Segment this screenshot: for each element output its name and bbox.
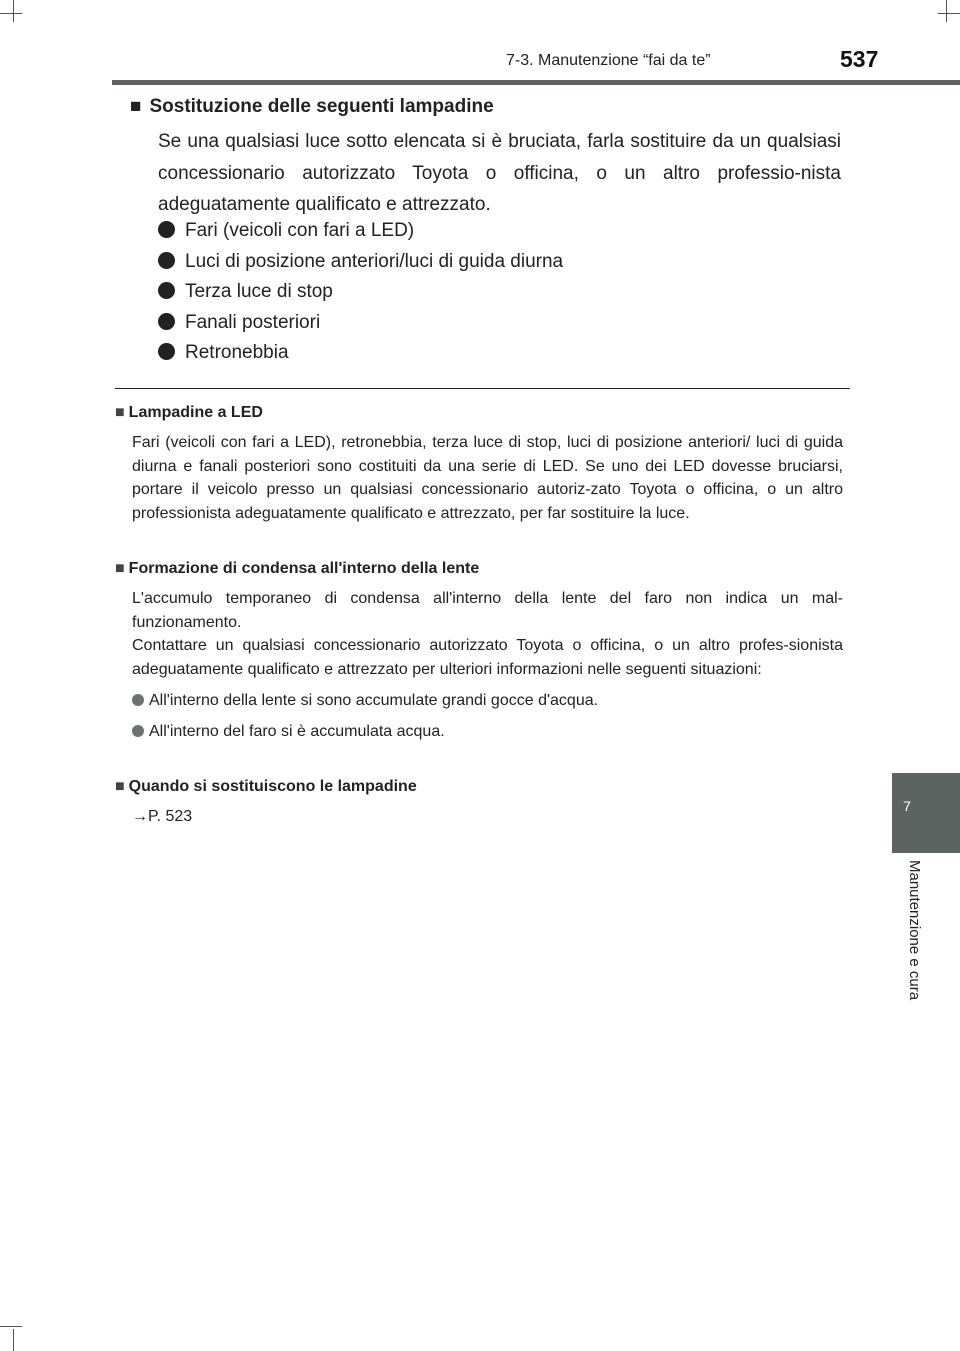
- bullet-dot-icon: [158, 282, 175, 299]
- section-divider: [115, 388, 850, 389]
- note-text: L'accumulo temporaneo di condensa all'interno della lente del faro non indica un mal-funzionamento.: [132, 590, 843, 631]
- bullet-dot-icon: [158, 221, 175, 238]
- note-text: Contattare un qualsiasi concessionario autorizzato Toyota o officina, o un altro profes-sionista adeguatamente qualificato e attrezzato per ulteriori informazioni nelle seguenti situazioni:: [132, 637, 843, 678]
- crop-mark: [0, 1326, 22, 1327]
- note-text: Fari (veicoli con fari a LED), retronebbia, terza luce di stop, luci di posizione anteriori/ luci di guida diurna e fanali posteriori sono costituiti da una serie di LED. Se uno dei LED dovesse bruciarsi, portare il veicolo presso un qualsiasi concessionario autoriz-zato Toyota o officina, o un altro professionista adeguatamente qualificato e attrezzato, per far sostituire la luce.: [132, 434, 843, 522]
- page-number: 537: [840, 46, 879, 72]
- bullet-dot-icon: [158, 313, 175, 330]
- chapter-label: Manutenzione e cura: [906, 860, 923, 1001]
- crop-mark: [13, 0, 14, 22]
- header-rule: [112, 80, 960, 85]
- note-heading: ■ Formazione di condensa all'interno della lente: [115, 560, 480, 577]
- section-heading: [130, 96, 494, 118]
- list-item: All'interno della lente si sono accumulate grandi gocce d'acqua.: [132, 690, 843, 712]
- list-item: Luci di posizione anteriori/luci di guida diurna: [158, 247, 563, 278]
- crop-mark: [13, 1329, 14, 1351]
- chapter-number: 7: [903, 798, 911, 814]
- note-sostituzione: [115, 776, 843, 829]
- note-heading: ■ Lampadine a LED: [115, 404, 263, 421]
- bullet-dot-icon: [132, 694, 144, 706]
- bullet-dot-icon: [132, 725, 144, 737]
- square-bullet-icon: ■: [115, 404, 125, 421]
- list-item: Fanali posteriori: [158, 308, 563, 339]
- running-header: 7-3. Manutenzione “fai da te”: [506, 52, 711, 69]
- crop-mark: [946, 0, 947, 22]
- square-bullet-icon: ■: [115, 778, 125, 795]
- page-reference-link[interactable]: →P. 523: [132, 808, 193, 825]
- note-heading: ■ Quando si sostituiscono le lampadine: [115, 778, 417, 795]
- crop-mark: [0, 13, 22, 14]
- list-item: Retronebbia: [158, 338, 563, 369]
- bulb-list: [158, 216, 563, 369]
- list-item: Terza luce di stop: [158, 277, 563, 308]
- list-item: Fari (veicoli con fari a LED): [158, 216, 563, 247]
- note-condensa: [115, 558, 843, 743]
- bullet-dot-icon: [158, 343, 175, 360]
- list-item: All'interno del faro si è accumulata acqua.: [132, 721, 843, 743]
- note-led: [115, 402, 843, 525]
- section-heading-text: Sostituzione delle seguenti lampadine: [149, 96, 494, 117]
- section-paragraph: Se una qualsiasi luce sotto elencata si è bruciata, farla sostituire da un qualsiasi concessionario autorizzato Toyota o officina, o un altro professio-nista adeguatamente qualificato e attrezzato.: [158, 131, 841, 215]
- square-bullet-icon: ■: [130, 96, 142, 117]
- square-bullet-icon: ■: [115, 560, 125, 577]
- crop-mark: [938, 13, 960, 14]
- bullet-dot-icon: [158, 252, 175, 269]
